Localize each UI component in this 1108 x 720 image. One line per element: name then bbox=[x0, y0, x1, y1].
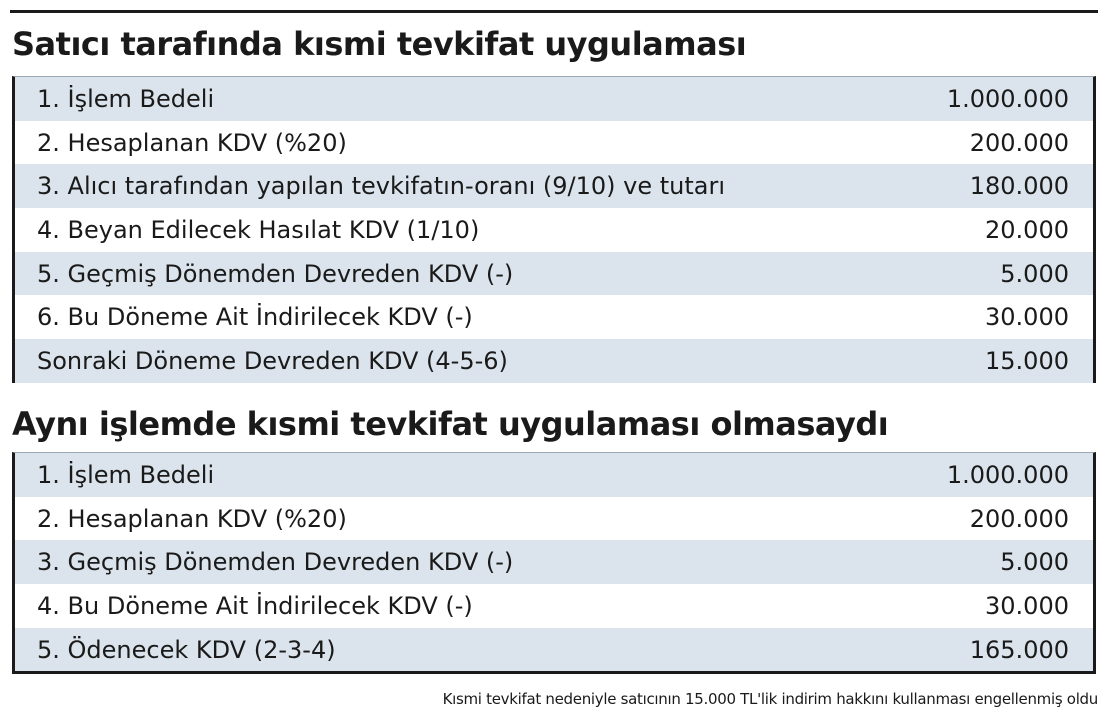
table-row bbox=[15, 339, 1093, 383]
row-value: 15.000 bbox=[985, 346, 1069, 375]
row-label: 4. Bu Döneme Ait İndirilecek KDV (-) bbox=[37, 591, 473, 620]
table-without-withholding bbox=[12, 452, 1096, 674]
table-row bbox=[15, 540, 1093, 584]
row-value: 200.000 bbox=[969, 504, 1069, 533]
row-value: 200.000 bbox=[969, 128, 1069, 157]
table-row bbox=[15, 453, 1093, 497]
section-2-title: Aynı işlemde kısmi tevkifat uygulaması olmasaydı bbox=[12, 405, 889, 443]
table-row bbox=[15, 77, 1093, 121]
table-row bbox=[15, 252, 1093, 296]
row-label: Sonraki Döneme Devreden KDV (4-5-6) bbox=[37, 346, 508, 375]
row-value: 30.000 bbox=[985, 591, 1069, 620]
row-label: 5. Ödenecek KDV (2-3-4) bbox=[37, 635, 336, 664]
row-value: 165.000 bbox=[969, 635, 1069, 664]
table-row bbox=[15, 164, 1093, 208]
row-value: 5.000 bbox=[1000, 259, 1069, 288]
table-row bbox=[15, 121, 1093, 165]
top-rule bbox=[10, 10, 1098, 13]
table-row bbox=[15, 295, 1093, 339]
footnote: Kısmi tevkifat nedeniyle satıcının 15.000 TL'lik indirim hakkını kullanması engellenmiş oldu bbox=[442, 690, 1098, 708]
row-label: 6. Bu Döneme Ait İndirilecek KDV (-) bbox=[37, 303, 473, 332]
row-label: 2. Hesaplanan KDV (%20) bbox=[37, 504, 347, 533]
row-label: 3. Alıcı tarafından yapılan tevkifatın-oranı (9/10) ve tutarı bbox=[37, 172, 725, 201]
table-row bbox=[15, 584, 1093, 628]
table-row bbox=[15, 208, 1093, 252]
row-label: 5. Geçmiş Dönemden Devreden KDV (-) bbox=[37, 259, 514, 288]
row-label: 1. İşlem Bedeli bbox=[37, 84, 215, 113]
table-seller-partial-withholding bbox=[12, 76, 1096, 383]
row-value: 30.000 bbox=[985, 303, 1069, 332]
row-label: 1. İşlem Bedeli bbox=[37, 460, 215, 489]
row-label: 2. Hesaplanan KDV (%20) bbox=[37, 128, 347, 157]
section-1-title: Satıcı tarafında kısmi tevkifat uygulaması bbox=[12, 25, 747, 63]
row-label: 3. Geçmiş Dönemden Devreden KDV (-) bbox=[37, 548, 514, 577]
table-row bbox=[15, 497, 1093, 541]
table-row bbox=[15, 628, 1093, 672]
row-value: 5.000 bbox=[1000, 548, 1069, 577]
row-value: 20.000 bbox=[985, 215, 1069, 244]
row-value: 1.000.000 bbox=[946, 460, 1069, 489]
row-value: 180.000 bbox=[969, 172, 1069, 201]
row-value: 1.000.000 bbox=[946, 84, 1069, 113]
row-label: 4. Beyan Edilecek Hasılat KDV (1/10) bbox=[37, 215, 480, 244]
